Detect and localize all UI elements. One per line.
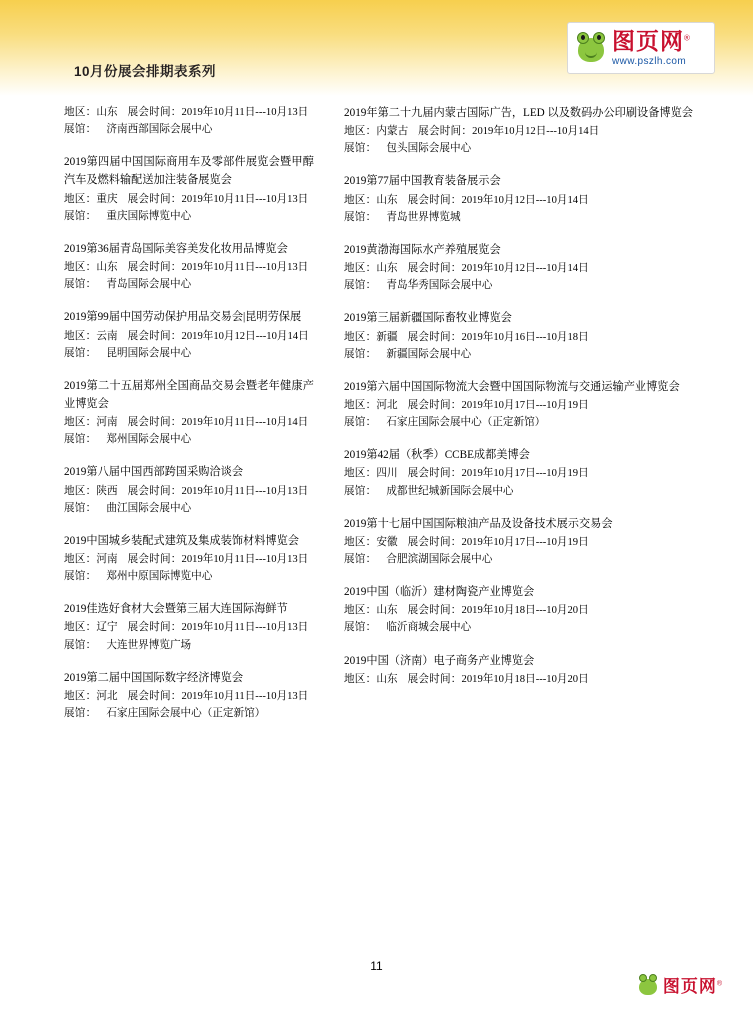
- venue-value: 曲江国际会展中心: [106, 502, 192, 514]
- time-label: 展会时间：: [407, 605, 462, 617]
- exhibition-entry: [64, 104, 314, 138]
- time-value: 2019年10月11日---10月13日: [181, 690, 309, 702]
- exhibition-region-time: [64, 191, 314, 208]
- time-value: 2019年10月17日---10月19日: [461, 468, 589, 480]
- venue-label: 展馆：: [344, 143, 377, 155]
- time-label: 展会时间：: [407, 399, 462, 411]
- exhibition-region-time: [344, 260, 703, 277]
- region-value: 河南: [96, 554, 118, 565]
- region-value: 四川: [376, 468, 398, 480]
- left-column: [0, 104, 320, 954]
- venue-label: 展馆：: [344, 348, 377, 360]
- venue-label: 展馆：: [64, 434, 97, 446]
- venue-label: 展馆：: [344, 417, 377, 429]
- venue-value: 大连世界博览广场: [106, 639, 192, 651]
- exhibition-entry: [64, 308, 314, 361]
- exhibition-region-time: [64, 483, 314, 500]
- region-label: 地区：: [344, 468, 377, 480]
- time-label: 展会时间：: [127, 417, 182, 429]
- venue-value: 青岛华秀国际会展中心: [386, 280, 493, 292]
- exhibition-entry: [344, 309, 703, 362]
- exhibition-title: 2019中国（济南）电子商务产业博览会: [344, 654, 535, 667]
- time-value: 2019年10月12日---10月14日: [472, 126, 600, 138]
- exhibition-title: 2019年第二十九届内蒙古国际广告，LED 以及数码办公印刷设备博览会: [344, 107, 693, 119]
- venue-value: 包头国际会展中心: [386, 143, 472, 155]
- exhibition-title: 2019黄渤海国际水产养殖展览会: [344, 243, 501, 256]
- page-header: [0, 0, 753, 96]
- exhibition-region-time: [344, 602, 703, 619]
- time-label: 展会时间：: [407, 194, 462, 206]
- page-number: 11: [370, 959, 383, 973]
- exhibition-entry: [344, 446, 703, 499]
- region-value: 云南: [96, 330, 118, 342]
- region-value: 重庆: [96, 193, 118, 205]
- venue-value: 青岛世界博览城: [386, 211, 461, 223]
- time-value: 2019年10月11日---10月13日: [181, 554, 309, 565]
- time-label: 展会时间：: [127, 330, 182, 342]
- region-value: 新疆: [376, 331, 398, 343]
- venue-value: 郑州国际会展中心: [106, 434, 192, 446]
- time-value: 2019年10月11日---10月13日: [181, 193, 309, 205]
- exhibition-entry: [344, 172, 703, 225]
- region-value: 河北: [376, 399, 398, 411]
- exhibition-region-time: [64, 328, 314, 345]
- time-value: 2019年10月11日---10月13日: [181, 262, 309, 274]
- exhibition-venue: [64, 121, 314, 138]
- exhibition-venue: [344, 619, 703, 636]
- time-label: 展会时间：: [407, 468, 462, 480]
- exhibition-entry: [344, 104, 703, 157]
- region-value: 山东: [376, 673, 398, 685]
- time-value: 2019年10月12日---10月14日: [461, 263, 589, 275]
- region-label: 地区：: [344, 126, 377, 138]
- region-value: 河南: [96, 417, 118, 429]
- exhibition-title: 2019第二届中国国际数字经济博览会: [64, 671, 244, 684]
- time-value: 2019年10月18日---10月20日: [461, 605, 589, 617]
- venue-label: 展馆：: [64, 210, 97, 222]
- exhibition-venue: [344, 346, 703, 363]
- exhibition-title: 2019第十七届中国国际粮油产品及设备技术展示交易会: [344, 517, 613, 530]
- exhibition-title: 2019第六届中国国际物流大会暨中国国际物流与交通运输产业博览会: [344, 380, 680, 393]
- frog-watermark-icon: [637, 974, 659, 996]
- exhibition-entry: [344, 652, 703, 688]
- venue-label: 展馆：: [344, 485, 377, 497]
- region-label: 地区：: [64, 262, 97, 274]
- exhibition-region-time: [344, 397, 703, 414]
- time-label: 展会时间：: [127, 690, 182, 702]
- exhibition-entry: [64, 669, 314, 722]
- exhibition-title: 2019第99届中国劳动保护用品交易会|昆明劳保展: [64, 311, 302, 324]
- time-value: 2019年10月12日---10月14日: [461, 194, 589, 206]
- time-label: 展会时间：: [127, 107, 182, 118]
- exhibition-entry: [64, 532, 314, 585]
- time-label: 展会时间：: [127, 193, 182, 205]
- venue-label: 展馆：: [64, 124, 97, 136]
- region-label: 地区：: [64, 622, 97, 634]
- exhibition-venue: [64, 276, 314, 293]
- region-value: 陕西: [96, 485, 118, 497]
- exhibition-entry: [64, 600, 314, 653]
- exhibition-venue: [344, 551, 703, 568]
- region-value: 山东: [376, 194, 398, 206]
- logo-url: www.pszlh.com: [612, 55, 687, 67]
- venue-value: 成都世纪城新国际会展中心: [386, 485, 514, 497]
- right-column: [320, 104, 753, 954]
- venue-label: 展馆：: [344, 211, 377, 223]
- frog-logo-icon: [574, 30, 608, 66]
- site-logo: [567, 22, 715, 74]
- venue-label: 展馆：: [344, 554, 377, 566]
- time-label: 展会时间：: [418, 126, 473, 138]
- region-label: 地区：: [64, 330, 97, 342]
- venue-value: 济南西部国际会展中心: [106, 124, 213, 136]
- exhibition-venue: [64, 431, 314, 448]
- region-label: 地区：: [64, 690, 97, 702]
- watermark-text: 图页网®: [662, 977, 723, 996]
- region-label: 地区：: [344, 399, 377, 411]
- listing-content: [0, 104, 753, 954]
- venue-label: 展馆：: [64, 571, 97, 583]
- region-label: 地区：: [64, 193, 97, 205]
- logo-text: [612, 27, 691, 67]
- exhibition-title: 2019第42届（秋季）CCBE成都美博会: [344, 449, 530, 462]
- exhibition-entry: [64, 377, 314, 449]
- exhibition-venue: [344, 209, 703, 226]
- exhibition-entry: [344, 515, 703, 568]
- exhibition-entry: [64, 463, 314, 516]
- venue-label: 展馆：: [64, 708, 97, 720]
- venue-value: 石家庄国际会展中心（正定新馆）: [386, 417, 546, 429]
- exhibition-entry: [64, 153, 314, 225]
- region-value: 山东: [376, 263, 398, 275]
- region-value: 山东: [376, 605, 398, 617]
- region-label: 地区：: [344, 263, 377, 275]
- page-title: 10月份展会排期表系列: [74, 64, 217, 79]
- venue-label: 展馆：: [344, 280, 377, 292]
- venue-value: 重庆国际博览中心: [106, 210, 192, 222]
- region-value: 河北: [96, 690, 118, 702]
- exhibition-title: 2019佳选好食材大会暨第三届大连国际海鲜节: [64, 603, 288, 616]
- time-label: 展会时间：: [127, 622, 182, 634]
- exhibition-region-time: [64, 414, 314, 431]
- exhibition-title: 2019第77届中国教育装备展示会: [344, 175, 501, 188]
- exhibition-region-time: [64, 104, 314, 121]
- exhibition-venue: [64, 637, 314, 654]
- time-value: 2019年10月16日---10月18日: [461, 331, 589, 343]
- region-label: 地区：: [344, 673, 377, 685]
- region-label: 地区：: [344, 536, 377, 548]
- venue-value: 临沂商城会展中心: [386, 622, 472, 634]
- time-value: 2019年10月11日---10月13日: [181, 107, 309, 118]
- venue-value: 新疆国际会展中心: [386, 348, 472, 360]
- exhibition-venue: [64, 208, 314, 225]
- exhibition-venue: [344, 414, 703, 431]
- exhibition-region-time: [64, 551, 314, 568]
- exhibition-region-time: [344, 534, 703, 551]
- exhibition-region-time: [64, 688, 314, 705]
- region-label: 地区：: [344, 194, 377, 206]
- region-label: 地区：: [64, 554, 97, 565]
- exhibition-venue: [344, 483, 703, 500]
- time-value: 2019年10月11日---10月13日: [181, 622, 309, 634]
- exhibition-venue: [64, 705, 314, 722]
- exhibition-entry: [344, 583, 703, 636]
- time-label: 展会时间：: [127, 485, 182, 497]
- venue-label: 展馆：: [64, 639, 97, 651]
- venue-value: 合肥滨湖国际会展中心: [386, 554, 493, 566]
- time-value: 2019年10月11日---10月14日: [181, 417, 309, 429]
- exhibition-entry: [344, 378, 703, 431]
- logo-name: 图页网®: [612, 27, 691, 54]
- exhibition-region-time: [344, 192, 703, 209]
- venue-value: 郑州中原国际博览中心: [106, 571, 213, 583]
- time-label: 展会时间：: [407, 263, 462, 275]
- region-label: 地区：: [64, 417, 97, 429]
- venue-label: 展馆：: [64, 502, 97, 514]
- exhibition-title: 2019第四届中国国际商用车及零部件展览会暨甲醇汽车及燃料输配送加注装备展览会: [64, 156, 314, 187]
- time-label: 展会时间：: [407, 673, 462, 685]
- exhibition-region-time: [64, 619, 314, 636]
- exhibition-title: 2019第三届新疆国际畜牧业博览会: [344, 312, 512, 325]
- time-value: 2019年10月12日---10月14日: [181, 330, 309, 342]
- venue-value: 青岛国际会展中心: [106, 279, 192, 291]
- exhibition-venue: [64, 568, 314, 585]
- exhibition-region-time: [344, 671, 703, 688]
- time-label: 展会时间：: [407, 536, 462, 548]
- exhibition-region-time: [344, 329, 703, 346]
- exhibition-venue: [64, 345, 314, 362]
- trademark-symbol: ®: [684, 32, 691, 42]
- time-value: 2019年10月17日---10月19日: [461, 536, 589, 548]
- region-value: 山东: [96, 262, 118, 274]
- exhibition-title: 2019中国城乡装配式建筑及集成装饰材料博览会: [64, 534, 299, 547]
- region-value: 内蒙古: [376, 126, 409, 138]
- exhibition-region-time: [344, 123, 703, 140]
- region-value: 山东: [96, 107, 118, 118]
- region-label: 地区：: [64, 485, 97, 497]
- region-label: 地区：: [64, 107, 97, 118]
- venue-value: 石家庄国际会展中心（正定新馆）: [106, 708, 266, 720]
- time-label: 展会时间：: [407, 331, 462, 343]
- region-value: 安徽: [376, 536, 398, 548]
- exhibition-venue: [344, 140, 703, 157]
- exhibition-venue: [344, 277, 703, 294]
- venue-label: 展馆：: [64, 279, 97, 291]
- venue-label: 展馆：: [64, 347, 97, 359]
- exhibition-title: 2019第八届中国西部跨国采购洽谈会: [64, 466, 244, 479]
- exhibition-entry: [344, 241, 703, 294]
- region-label: 地区：: [344, 605, 377, 617]
- exhibition-title: 2019中国（临沂）建材陶瓷产业博览会: [344, 586, 535, 599]
- region-label: 地区：: [344, 331, 377, 343]
- exhibition-title: 2019第36届青岛国际美容美发化妆用品博览会: [64, 242, 288, 255]
- exhibition-entry: [64, 240, 314, 293]
- region-value: 辽宁: [96, 622, 118, 634]
- exhibition-region-time: [344, 465, 703, 482]
- time-value: 2019年10月11日---10月13日: [181, 485, 309, 497]
- page-watermark: [637, 972, 723, 997]
- exhibition-region-time: [64, 259, 314, 276]
- time-value: 2019年10月17日---10月19日: [461, 399, 589, 411]
- exhibition-venue: [64, 500, 314, 517]
- time-label: 展会时间：: [127, 554, 182, 565]
- time-label: 展会时间：: [127, 262, 182, 274]
- time-value: 2019年10月18日---10月20日: [461, 673, 589, 685]
- venue-label: 展馆：: [344, 622, 377, 634]
- exhibition-title: 2019第二十五届郑州全国商品交易会暨老年健康产业博览会: [64, 379, 314, 410]
- venue-value: 昆明国际会展中心: [106, 347, 192, 359]
